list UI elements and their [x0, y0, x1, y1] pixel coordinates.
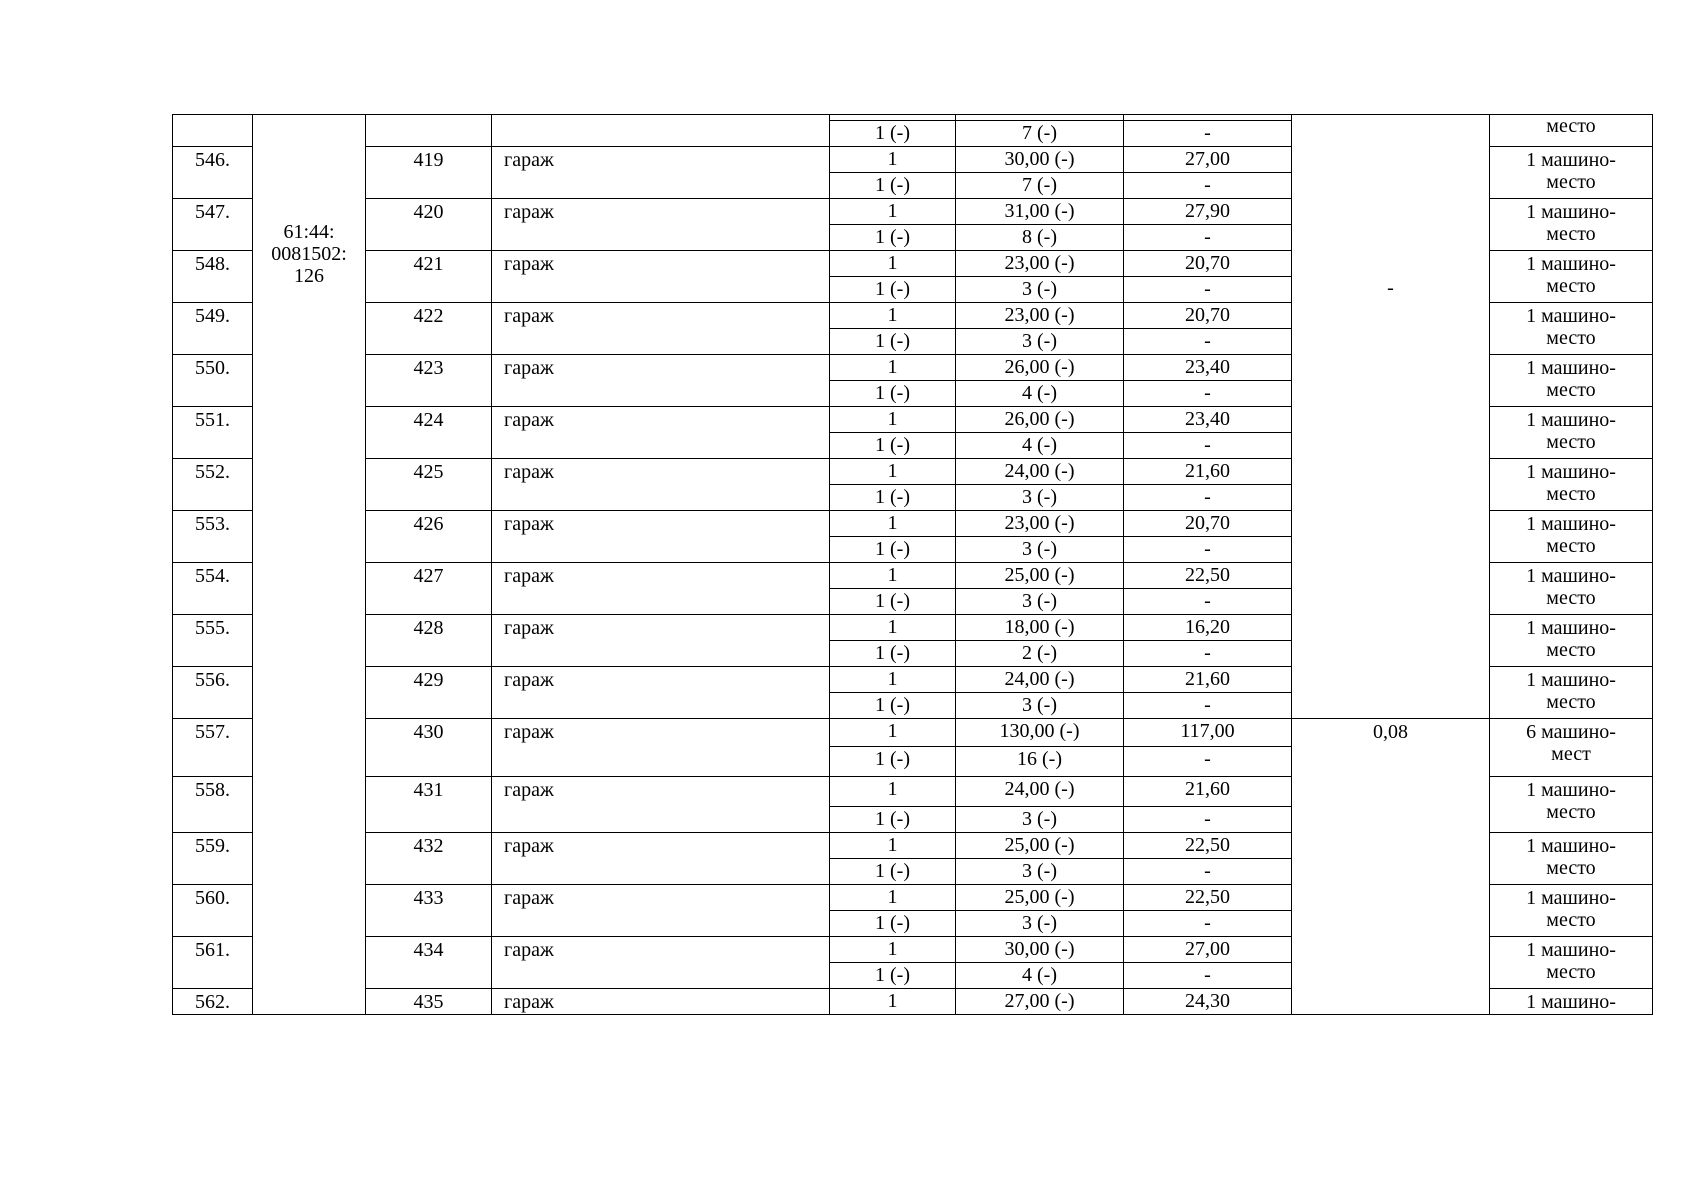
sub-value-cell: 31,00 (-)	[956, 199, 1124, 225]
sub-value-cell: 1	[830, 885, 956, 911]
sub-value-cell: 1	[830, 989, 956, 1015]
sub-value-cell: -	[1124, 537, 1292, 563]
note-cell	[1490, 511, 1653, 563]
sub-value-cell: 1	[830, 833, 956, 859]
note-line: место	[1546, 801, 1596, 823]
note-line: 1 машино-	[1526, 409, 1616, 431]
cadastral-line: 61:44:	[283, 221, 335, 243]
premise-id-cell: 419	[366, 147, 492, 199]
sub-value-cell: 22,50	[1124, 833, 1292, 859]
sub-value-cell: 1 (-)	[830, 963, 956, 989]
sub-value-cell: 27,90	[1124, 199, 1292, 225]
table-row	[173, 719, 1653, 747]
sub-value-cell: 2 (-)	[956, 641, 1124, 667]
sub-value-cell: -	[1124, 433, 1292, 459]
sub-value-cell: 21,60	[1124, 777, 1292, 807]
note-line: 1 машино-	[1526, 253, 1616, 275]
land-share-cell: -	[1292, 115, 1490, 719]
premise-type-cell: гараж	[492, 563, 830, 615]
premise-id-cell: 422	[366, 303, 492, 355]
note-line: 6 машино-	[1526, 721, 1616, 743]
sub-value-cell: 21,60	[1124, 667, 1292, 693]
premise-id-cell: 430	[366, 719, 492, 777]
sub-value-cell: 25,00 (-)	[956, 563, 1124, 589]
sub-value-cell: 7 (-)	[956, 173, 1124, 199]
sub-value-cell: 3 (-)	[956, 589, 1124, 615]
note-line: место	[1546, 909, 1596, 931]
sub-value-cell: 1 (-)	[830, 121, 956, 147]
note-line: 1 машино-	[1526, 201, 1616, 223]
sub-value-cell: -	[1124, 807, 1292, 833]
note-line: 1 машино-	[1526, 887, 1616, 909]
sub-value-cell: 23,00 (-)	[956, 251, 1124, 277]
sub-value-cell: 1 (-)	[830, 277, 956, 303]
premise-id-cell: 424	[366, 407, 492, 459]
sub-value-cell: -	[1124, 485, 1292, 511]
sub-value-cell: 1 (-)	[830, 859, 956, 885]
sub-value-cell: 1	[830, 667, 956, 693]
note-line: место	[1546, 639, 1596, 661]
sub-value-cell: 1 (-)	[830, 433, 956, 459]
note-cell	[1490, 303, 1653, 355]
sub-value-cell: 27,00	[1124, 147, 1292, 173]
note-line: мест	[1551, 743, 1591, 765]
note-cell	[1490, 937, 1653, 989]
row-number-cell: 562.	[173, 989, 253, 1015]
note-line: 1 машино-	[1526, 565, 1616, 587]
premise-type-cell: гараж	[492, 147, 830, 199]
premise-id-cell: 428	[366, 615, 492, 667]
garage-register-table	[172, 114, 1653, 1015]
row-number-cell: 547.	[173, 199, 253, 251]
note-line: место	[1546, 379, 1596, 401]
row-number-cell: 552.	[173, 459, 253, 511]
sub-value-cell: 8 (-)	[956, 225, 1124, 251]
sub-value-cell: 1 (-)	[830, 589, 956, 615]
sub-value-cell: 1	[830, 303, 956, 329]
sub-value-cell: 27,00 (-)	[956, 989, 1124, 1015]
premise-type-cell: гараж	[492, 719, 830, 777]
note-cell: место	[1490, 115, 1653, 147]
row-number-cell: 555.	[173, 615, 253, 667]
sub-value-cell: 1 (-)	[830, 747, 956, 777]
sub-value-cell: 26,00 (-)	[956, 407, 1124, 433]
note-line: место	[1546, 223, 1596, 245]
sub-value-cell: 26,00 (-)	[956, 355, 1124, 381]
sub-value-cell: -	[1124, 173, 1292, 199]
note-cell	[1490, 833, 1653, 885]
note-line: 1 машино-	[1526, 305, 1616, 327]
note-line: место	[1546, 171, 1596, 193]
sub-value-cell: -	[1124, 381, 1292, 407]
row-number-cell: 560.	[173, 885, 253, 937]
premise-type-cell: гараж	[492, 459, 830, 511]
note-line: место	[1546, 431, 1596, 453]
note-line: 1 машино-	[1526, 461, 1616, 483]
note-cell	[1490, 199, 1653, 251]
row-number-cell: 546.	[173, 147, 253, 199]
sub-value-cell: -	[1124, 911, 1292, 937]
sub-value-cell: 24,00 (-)	[956, 667, 1124, 693]
sub-value-cell: 1 (-)	[830, 381, 956, 407]
sub-value-cell: 24,30	[1124, 989, 1292, 1015]
premise-type-cell: гараж	[492, 615, 830, 667]
row-number-cell: 551.	[173, 407, 253, 459]
land-share-cell: 0,08	[1292, 719, 1490, 1015]
sub-value-cell: 3 (-)	[956, 329, 1124, 355]
premise-type-cell: гараж	[492, 989, 830, 1015]
sub-value-cell: -	[1124, 747, 1292, 777]
row-number-cell: 550.	[173, 355, 253, 407]
sub-value-cell: 22,50	[1124, 885, 1292, 911]
note-line: 1 машино-	[1526, 669, 1616, 691]
sub-value-cell: 23,00 (-)	[956, 511, 1124, 537]
note-cell	[1490, 667, 1653, 719]
row-number-cell: 549.	[173, 303, 253, 355]
sub-value-cell: 3 (-)	[956, 693, 1124, 719]
sub-value-cell: -	[1124, 121, 1292, 147]
premise-type-cell: гараж	[492, 885, 830, 937]
sub-value-cell: 117,00	[1124, 719, 1292, 747]
note-line: 1 машино-	[1526, 149, 1616, 171]
sub-value-cell: 23,40	[1124, 407, 1292, 433]
premise-id-cell: 427	[366, 563, 492, 615]
premise-id-cell: 420	[366, 199, 492, 251]
row-number-cell: 554.	[173, 563, 253, 615]
row-number-cell	[173, 115, 253, 147]
sub-value-cell: 1 (-)	[830, 485, 956, 511]
note-line: 1 машино-	[1526, 991, 1616, 1013]
sub-value-cell: -	[1124, 963, 1292, 989]
sub-value-cell: 4 (-)	[956, 381, 1124, 407]
premise-id-cell: 432	[366, 833, 492, 885]
premise-type-cell: гараж	[492, 937, 830, 989]
sub-value-cell: 30,00 (-)	[956, 147, 1124, 173]
note-line: 1 машино-	[1526, 779, 1616, 801]
sub-value-cell: 20,70	[1124, 251, 1292, 277]
note-line: 1 машино-	[1526, 939, 1616, 961]
note-cell	[1490, 885, 1653, 937]
premise-type-cell: гараж	[492, 667, 830, 719]
premise-type-cell: гараж	[492, 303, 830, 355]
note-line: место	[1546, 483, 1596, 505]
row-number-cell: 557.	[173, 719, 253, 777]
sub-value-cell: 1	[830, 615, 956, 641]
sub-value-cell: -	[1124, 329, 1292, 355]
sub-value-cell: 1	[830, 199, 956, 225]
sub-value-cell: 1 (-)	[830, 329, 956, 355]
sub-value-cell: 23,40	[1124, 355, 1292, 381]
sub-value-cell: 23,00 (-)	[956, 303, 1124, 329]
premise-type-cell: гараж	[492, 251, 830, 303]
note-line: место	[1546, 535, 1596, 557]
sub-value-cell: 1	[830, 355, 956, 381]
sub-value-cell: 21,60	[1124, 459, 1292, 485]
sub-value-cell: 1 (-)	[830, 641, 956, 667]
note-line: место	[1546, 961, 1596, 983]
note-cell	[1490, 989, 1653, 1015]
sub-value-cell: -	[1124, 859, 1292, 885]
sub-value-cell: 24,00 (-)	[956, 459, 1124, 485]
premise-type-cell: гараж	[492, 833, 830, 885]
premise-type-cell: гараж	[492, 511, 830, 563]
note-line: 1 машино-	[1526, 513, 1616, 535]
note-line: место	[1546, 275, 1596, 297]
premise-id-cell: 431	[366, 777, 492, 833]
sub-value-cell: 22,50	[1124, 563, 1292, 589]
premise-type-cell: гараж	[492, 355, 830, 407]
sub-value-cell: 1 (-)	[830, 693, 956, 719]
sub-value-cell: 1	[830, 147, 956, 173]
premise-type-cell: гараж	[492, 199, 830, 251]
row-number-cell: 556.	[173, 667, 253, 719]
premise-type-cell: гараж	[492, 777, 830, 833]
note-cell	[1490, 355, 1653, 407]
note-line: место	[1546, 327, 1596, 349]
premise-id-cell: 429	[366, 667, 492, 719]
sub-value-cell: 1 (-)	[830, 225, 956, 251]
sub-value-cell: 30,00 (-)	[956, 937, 1124, 963]
note-line: место	[1546, 587, 1596, 609]
sub-value-cell: 25,00 (-)	[956, 885, 1124, 911]
table-body	[173, 115, 1653, 1015]
sub-value-cell: 3 (-)	[956, 485, 1124, 511]
note-line: место	[1546, 691, 1596, 713]
premise-id-cell: 433	[366, 885, 492, 937]
sub-value-cell: 3 (-)	[956, 859, 1124, 885]
row-number-cell: 558.	[173, 777, 253, 833]
sub-value-cell: 130,00 (-)	[956, 719, 1124, 747]
sub-value-cell: 1	[830, 937, 956, 963]
note-line: 1 машино-	[1526, 617, 1616, 639]
sub-value-cell: 1	[830, 563, 956, 589]
sub-value-cell: 16 (-)	[956, 747, 1124, 777]
note-cell	[1490, 147, 1653, 199]
premise-id-cell: 423	[366, 355, 492, 407]
sub-value-cell: -	[1124, 693, 1292, 719]
sub-value-cell: 1 (-)	[830, 537, 956, 563]
sub-value-cell: 1	[830, 459, 956, 485]
premise-id-cell: 426	[366, 511, 492, 563]
sub-value-cell: 3 (-)	[956, 807, 1124, 833]
sub-value-cell: 18,00 (-)	[956, 615, 1124, 641]
sub-value-cell: 1 (-)	[830, 173, 956, 199]
sub-value-cell: 1	[830, 511, 956, 537]
premise-type-cell: гараж	[492, 407, 830, 459]
sub-value-cell: 1 (-)	[830, 911, 956, 937]
premise-id-cell: 421	[366, 251, 492, 303]
sub-value-cell: -	[1124, 641, 1292, 667]
premise-id-cell: 434	[366, 937, 492, 989]
note-cell	[1490, 563, 1653, 615]
sub-value-cell: 3 (-)	[956, 537, 1124, 563]
note-cell	[1490, 777, 1653, 833]
note-line: место	[1546, 857, 1596, 879]
premise-id-cell: 435	[366, 989, 492, 1015]
sub-value-cell: 1	[830, 719, 956, 747]
cadastral-line: 126	[294, 265, 324, 287]
sub-value-cell: 1	[830, 407, 956, 433]
sub-value-cell: 16,20	[1124, 615, 1292, 641]
note-cell	[1490, 615, 1653, 667]
note-cell	[1490, 251, 1653, 303]
sub-value-cell: -	[1124, 225, 1292, 251]
sub-value-cell: -	[1124, 589, 1292, 615]
premise-id-cell: 425	[366, 459, 492, 511]
sub-value-cell: 1	[830, 251, 956, 277]
cadastral-line: 0081502:	[271, 243, 347, 265]
sub-value-cell: 25,00 (-)	[956, 833, 1124, 859]
sub-value-cell: 20,70	[1124, 511, 1292, 537]
note-line: 1 машино-	[1526, 357, 1616, 379]
note-line: 1 машино-	[1526, 835, 1616, 857]
cadastral-number-cell	[253, 115, 366, 1015]
row-number-cell: 559.	[173, 833, 253, 885]
sub-value-cell: 1 (-)	[830, 807, 956, 833]
note-cell	[1490, 719, 1653, 777]
row-number-cell: 561.	[173, 937, 253, 989]
sub-value-cell: 24,00 (-)	[956, 777, 1124, 807]
note-cell	[1490, 407, 1653, 459]
sub-value-cell: -	[1124, 277, 1292, 303]
note-cell	[1490, 459, 1653, 511]
premise-id-cell	[366, 115, 492, 147]
sub-value-cell: 3 (-)	[956, 277, 1124, 303]
sub-value-cell: 4 (-)	[956, 433, 1124, 459]
sub-value-cell: 3 (-)	[956, 911, 1124, 937]
row-number-cell: 553.	[173, 511, 253, 563]
sub-value-cell: 20,70	[1124, 303, 1292, 329]
sub-value-cell: 4 (-)	[956, 963, 1124, 989]
premise-type-cell	[492, 115, 830, 147]
sub-value-cell: 1	[830, 777, 956, 807]
row-number-cell: 548.	[173, 251, 253, 303]
sub-value-cell: 27,00	[1124, 937, 1292, 963]
sub-value-cell: 7 (-)	[956, 121, 1124, 147]
